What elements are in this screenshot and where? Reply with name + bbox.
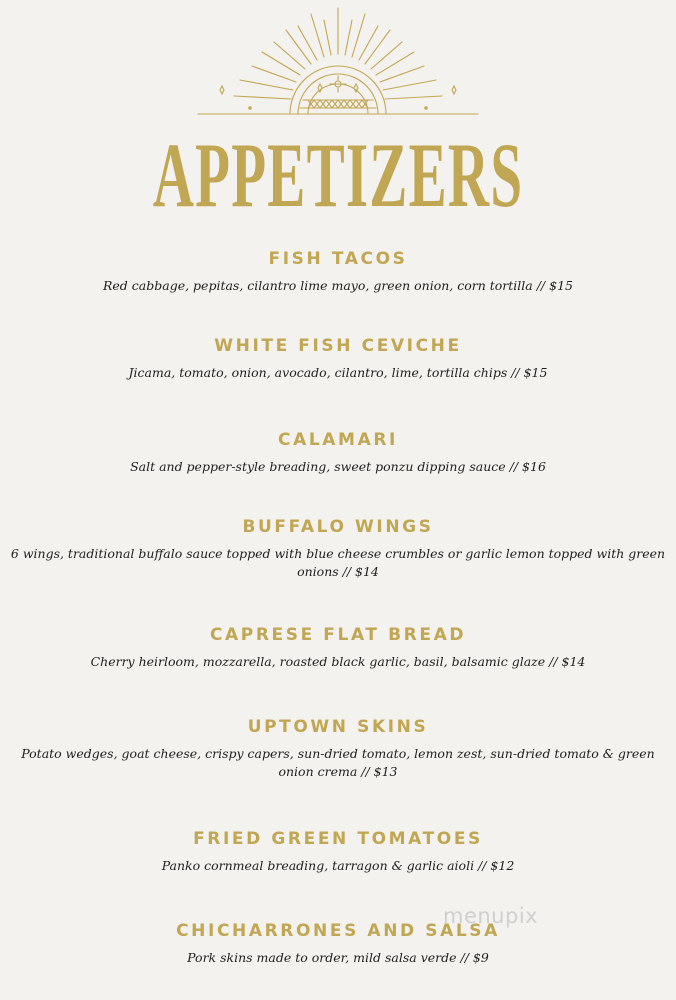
menu-item bbox=[0, 624, 676, 671]
menu-item-name: FRIED GREEN TOMATOES bbox=[193, 829, 483, 849]
sunburst-emblem-icon bbox=[190, 4, 486, 124]
menu-item-name: CHICHARRONES AND SALSA bbox=[176, 921, 500, 941]
menu-item-name: CALAMARI bbox=[278, 430, 398, 450]
menu-item-name: WHITE FISH CEVICHE bbox=[214, 336, 462, 356]
watermark: menupix bbox=[443, 904, 539, 928]
menu-item-name: UPTOWN SKINS bbox=[247, 717, 429, 737]
menu-item bbox=[0, 248, 676, 295]
menu-item-description: Red cabbage, pepitas, cilantro lime mayo, green onion, corn tortilla // $15 bbox=[103, 278, 573, 293]
menu-item bbox=[0, 828, 676, 875]
page-title: APPETIZERS bbox=[152, 124, 524, 226]
menu-item bbox=[0, 920, 676, 967]
menu-item-description: Potato wedges, goat cheese, crispy capers, sun-dried tomato, lemon zest, sun-dried tomato & green onion crema // $13 bbox=[21, 746, 655, 779]
menu-item bbox=[0, 335, 676, 382]
menu-item-name: CAPRESE FLAT BREAD bbox=[209, 625, 467, 645]
menu-item-description: Jicama, tomato, onion, avocado, cilantro, lime, tortilla chips // $15 bbox=[128, 365, 548, 380]
menu-item bbox=[0, 716, 676, 781]
menu-item-name: BUFFALO WINGS bbox=[242, 517, 434, 537]
menu-item bbox=[0, 516, 676, 581]
menu-item-name: FISH TACOS bbox=[268, 249, 408, 269]
menu-item-description: Pork skins made to order, mild salsa verde // $9 bbox=[187, 950, 489, 965]
menu-item-description: 6 wings, traditional buffalo sauce topped with blue cheese crumbles or garlic lemon topped with green onions // $14 bbox=[10, 546, 666, 579]
menu-item-description: Panko cornmeal breading, tarragon & garlic aioli // $12 bbox=[161, 858, 515, 873]
menu-item-description: Salt and pepper-style breading, sweet ponzu dipping sauce // $16 bbox=[130, 459, 546, 474]
menu-item bbox=[0, 429, 676, 476]
menu-item-description: Cherry heirloom, mozzarella, roasted black garlic, basil, balsamic glaze // $14 bbox=[90, 654, 586, 669]
